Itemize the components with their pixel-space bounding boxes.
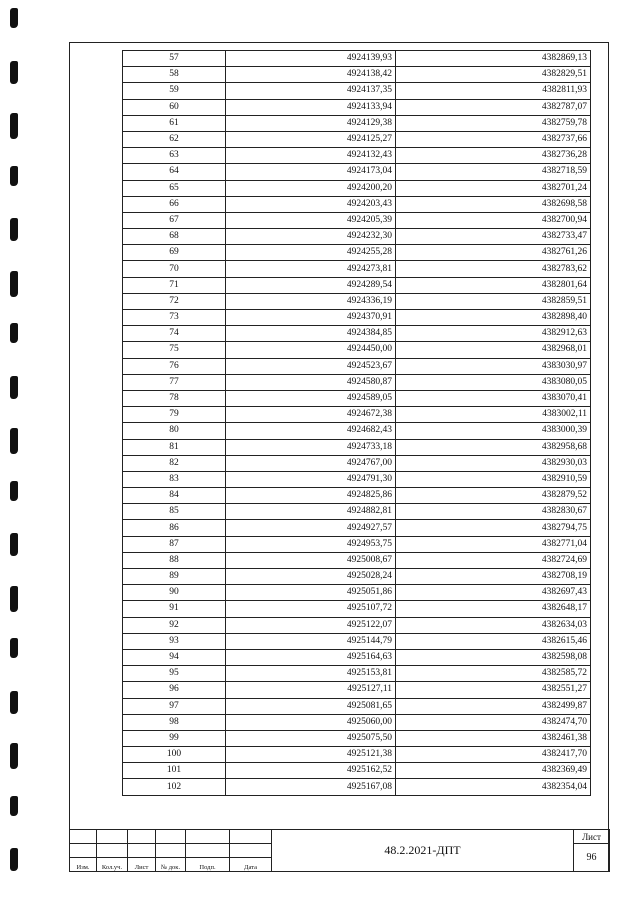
coordinate-y: 4382615,46 <box>396 633 591 649</box>
stamp-cell <box>230 830 272 844</box>
stamp-label-count: Кол.уч. <box>97 858 128 872</box>
table-row <box>123 83 591 99</box>
table-row <box>123 374 591 390</box>
point-number: 99 <box>123 730 226 746</box>
coordinate-y: 4382783,62 <box>396 261 591 277</box>
coordinate-x: 4925162,52 <box>226 763 396 779</box>
stamp-cell <box>70 830 97 844</box>
stamp-label-doc-number: № док. <box>156 858 186 872</box>
binding-marks <box>4 0 24 905</box>
table-row <box>123 245 591 261</box>
coordinate-y: 4382598,08 <box>396 649 591 665</box>
point-number: 58 <box>123 67 226 83</box>
stamp-cell <box>186 830 230 844</box>
coordinate-x: 4925164,63 <box>226 649 396 665</box>
binding-mark <box>10 428 18 454</box>
coordinate-y: 4382761,26 <box>396 245 591 261</box>
point-number: 98 <box>123 714 226 730</box>
stamp-label-sheet: Лист <box>128 858 156 872</box>
coordinate-y: 4382787,07 <box>396 99 591 115</box>
coordinate-x: 4924138,42 <box>226 67 396 83</box>
binding-mark <box>10 61 18 84</box>
point-number: 76 <box>123 358 226 374</box>
binding-mark <box>10 271 18 297</box>
point-number: 100 <box>123 747 226 763</box>
coordinate-x: 4925107,72 <box>226 601 396 617</box>
coordinate-y: 4382830,67 <box>396 504 591 520</box>
coordinate-x: 4924273,81 <box>226 261 396 277</box>
table-row <box>123 633 591 649</box>
coordinate-x: 4924125,27 <box>226 131 396 147</box>
coordinate-y: 4382724,69 <box>396 552 591 568</box>
coordinates-table <box>122 50 591 796</box>
table-row <box>123 326 591 342</box>
table-row <box>123 229 591 245</box>
stamp-cell <box>156 830 186 844</box>
coordinate-x: 4925167,08 <box>226 779 396 795</box>
point-number: 95 <box>123 666 226 682</box>
point-number: 68 <box>123 229 226 245</box>
coordinate-y: 4382648,17 <box>396 601 591 617</box>
table-row <box>123 131 591 147</box>
coordinate-y: 4382697,43 <box>396 585 591 601</box>
point-number: 74 <box>123 326 226 342</box>
point-number: 65 <box>123 180 226 196</box>
coordinate-y: 4382829,51 <box>396 67 591 83</box>
point-number: 64 <box>123 164 226 180</box>
coordinate-y: 4383080,05 <box>396 374 591 390</box>
coordinate-x: 4924384,85 <box>226 326 396 342</box>
sheet-label: Лист <box>574 830 610 844</box>
coordinate-x: 4924953,75 <box>226 536 396 552</box>
binding-mark <box>10 796 18 816</box>
coordinate-y: 4382811,93 <box>396 83 591 99</box>
coordinate-x: 4924580,87 <box>226 374 396 390</box>
coordinate-x: 4924791,30 <box>226 471 396 487</box>
binding-mark <box>10 691 18 714</box>
table-row <box>123 617 591 633</box>
coordinate-y: 4382794,75 <box>396 520 591 536</box>
point-number: 62 <box>123 131 226 147</box>
table-row <box>123 310 591 326</box>
point-number: 96 <box>123 682 226 698</box>
coordinate-x: 4924523,67 <box>226 358 396 374</box>
coordinate-y: 4383070,41 <box>396 390 591 406</box>
coordinate-x: 4924139,93 <box>226 51 396 67</box>
table-row <box>123 212 591 228</box>
coordinate-y: 4382551,27 <box>396 682 591 698</box>
table-row <box>123 358 591 374</box>
point-number: 90 <box>123 585 226 601</box>
coordinate-x: 4925153,81 <box>226 666 396 682</box>
coordinate-x: 4924450,00 <box>226 342 396 358</box>
coordinate-x: 4925051,86 <box>226 585 396 601</box>
coordinate-y: 4382912,63 <box>396 326 591 342</box>
table-row <box>123 277 591 293</box>
coordinate-x: 4924132,43 <box>226 148 396 164</box>
coordinate-x: 4924200,20 <box>226 180 396 196</box>
stamp-cell <box>128 844 156 858</box>
binding-mark <box>10 743 18 769</box>
stamp-cell <box>128 830 156 844</box>
point-number: 81 <box>123 439 226 455</box>
point-number: 73 <box>123 310 226 326</box>
point-number: 87 <box>123 536 226 552</box>
sheet-number: 96 <box>574 844 610 872</box>
table-row <box>123 390 591 406</box>
table-row <box>123 148 591 164</box>
binding-mark <box>10 218 18 241</box>
table-row <box>123 601 591 617</box>
coordinate-y: 4382910,59 <box>396 471 591 487</box>
table-row <box>123 569 591 585</box>
point-number: 61 <box>123 115 226 131</box>
coordinate-y: 4382698,58 <box>396 196 591 212</box>
table-row <box>123 51 591 67</box>
point-number: 85 <box>123 504 226 520</box>
document-code: 48.2.2021-ДПТ <box>272 830 574 872</box>
stamp-label-date: Дата <box>230 858 272 872</box>
coordinate-y: 4382930,03 <box>396 455 591 471</box>
point-number: 92 <box>123 617 226 633</box>
point-number: 91 <box>123 601 226 617</box>
table-row <box>123 649 591 665</box>
coordinate-y: 4382369,49 <box>396 763 591 779</box>
point-number: 101 <box>123 763 226 779</box>
coordinate-x: 4925121,38 <box>226 747 396 763</box>
point-number: 67 <box>123 212 226 228</box>
coordinate-x: 4924370,91 <box>226 310 396 326</box>
title-block <box>69 829 610 872</box>
coordinate-x: 4924927,57 <box>226 520 396 536</box>
coordinate-y: 4382759,78 <box>396 115 591 131</box>
binding-mark <box>10 586 18 612</box>
coordinate-x: 4924173,04 <box>226 164 396 180</box>
point-number: 63 <box>123 148 226 164</box>
coordinate-y: 4383030,97 <box>396 358 591 374</box>
binding-mark <box>10 638 18 658</box>
table-row <box>123 714 591 730</box>
table-row <box>123 99 591 115</box>
table-row <box>123 455 591 471</box>
coordinate-x: 4924589,05 <box>226 390 396 406</box>
coordinate-x: 4924882,81 <box>226 504 396 520</box>
coordinate-y: 4382701,24 <box>396 180 591 196</box>
point-number: 86 <box>123 520 226 536</box>
coordinate-x: 4924203,43 <box>226 196 396 212</box>
binding-mark <box>10 848 18 871</box>
coordinate-y: 4382461,38 <box>396 730 591 746</box>
coordinate-x: 4924767,00 <box>226 455 396 471</box>
coordinate-y: 4383002,11 <box>396 407 591 423</box>
table-row <box>123 779 591 795</box>
coordinate-x: 4924682,43 <box>226 423 396 439</box>
table-row <box>123 439 591 455</box>
table-row <box>123 164 591 180</box>
coordinate-y: 4382700,94 <box>396 212 591 228</box>
coordinate-y: 4382474,70 <box>396 714 591 730</box>
coordinate-y: 4382958,68 <box>396 439 591 455</box>
coordinate-x: 4924205,39 <box>226 212 396 228</box>
stamp-cell <box>70 844 97 858</box>
table-row <box>123 747 591 763</box>
point-number: 57 <box>123 51 226 67</box>
point-number: 102 <box>123 779 226 795</box>
point-number: 84 <box>123 488 226 504</box>
table-row <box>123 763 591 779</box>
coordinate-y: 4382737,66 <box>396 131 591 147</box>
table-row <box>123 504 591 520</box>
binding-mark <box>10 166 18 186</box>
point-number: 79 <box>123 407 226 423</box>
table-row <box>123 585 591 601</box>
table-row <box>123 552 591 568</box>
coordinate-y: 4383000,39 <box>396 423 591 439</box>
binding-mark <box>10 8 18 28</box>
coordinate-x: 4924733,18 <box>226 439 396 455</box>
coordinate-y: 4382585,72 <box>396 666 591 682</box>
table-row <box>123 342 591 358</box>
point-number: 69 <box>123 245 226 261</box>
table-row <box>123 520 591 536</box>
table-row <box>123 115 591 131</box>
point-number: 66 <box>123 196 226 212</box>
table-row <box>123 407 591 423</box>
point-number: 75 <box>123 342 226 358</box>
coordinate-x: 4925060,00 <box>226 714 396 730</box>
table-row <box>123 261 591 277</box>
coordinate-x: 4925008,67 <box>226 552 396 568</box>
coordinate-y: 4382733,47 <box>396 229 591 245</box>
coordinate-y: 4382736,28 <box>396 148 591 164</box>
point-number: 89 <box>123 569 226 585</box>
coordinate-y: 4382859,51 <box>396 293 591 309</box>
table-row <box>123 730 591 746</box>
coordinate-y: 4382898,40 <box>396 310 591 326</box>
coordinate-x: 4925028,24 <box>226 569 396 585</box>
point-number: 70 <box>123 261 226 277</box>
table-row <box>123 666 591 682</box>
coordinate-y: 4382634,03 <box>396 617 591 633</box>
coordinate-y: 4382801,64 <box>396 277 591 293</box>
table-row <box>123 180 591 196</box>
coordinate-x: 4924825,86 <box>226 488 396 504</box>
coordinate-y: 4382499,87 <box>396 698 591 714</box>
stamp-cell <box>156 844 186 858</box>
coordinate-x: 4925122,07 <box>226 617 396 633</box>
table-row <box>123 293 591 309</box>
table-row <box>123 488 591 504</box>
point-number: 94 <box>123 649 226 665</box>
point-number: 60 <box>123 99 226 115</box>
point-number: 80 <box>123 423 226 439</box>
binding-mark <box>10 376 18 399</box>
binding-mark <box>10 113 18 139</box>
coordinate-x: 4924289,54 <box>226 277 396 293</box>
stamp-cell <box>230 844 272 858</box>
stamp-cell <box>186 844 230 858</box>
table-row <box>123 536 591 552</box>
stamp-cell <box>97 830 128 844</box>
point-number: 83 <box>123 471 226 487</box>
coordinate-x: 4924232,30 <box>226 229 396 245</box>
coordinate-x: 4925081,65 <box>226 698 396 714</box>
coordinate-x: 4925127,11 <box>226 682 396 698</box>
point-number: 77 <box>123 374 226 390</box>
point-number: 97 <box>123 698 226 714</box>
table-row <box>123 698 591 714</box>
table-row <box>123 682 591 698</box>
point-number: 93 <box>123 633 226 649</box>
coordinate-y: 4382869,13 <box>396 51 591 67</box>
stamp-cell <box>97 844 128 858</box>
point-number: 82 <box>123 455 226 471</box>
table-row <box>123 196 591 212</box>
stamp-label-change: Изм. <box>70 858 97 872</box>
stamp-label-signature: Подп. <box>186 858 230 872</box>
point-number: 59 <box>123 83 226 99</box>
coordinate-y: 4382879,52 <box>396 488 591 504</box>
coordinate-x: 4924255,28 <box>226 245 396 261</box>
coordinate-x: 4925144,79 <box>226 633 396 649</box>
binding-mark <box>10 533 18 556</box>
point-number: 71 <box>123 277 226 293</box>
coordinate-x: 4924129,38 <box>226 115 396 131</box>
binding-mark <box>10 481 18 501</box>
coordinate-x: 4924133,94 <box>226 99 396 115</box>
coordinate-x: 4925075,50 <box>226 730 396 746</box>
table-row <box>123 423 591 439</box>
point-number: 88 <box>123 552 226 568</box>
coordinate-x: 4924336,19 <box>226 293 396 309</box>
coordinate-y: 4382708,19 <box>396 569 591 585</box>
coordinate-y: 4382771,04 <box>396 536 591 552</box>
coordinate-y: 4382354,04 <box>396 779 591 795</box>
binding-mark <box>10 323 18 343</box>
coordinate-y: 4382718,59 <box>396 164 591 180</box>
point-number: 78 <box>123 390 226 406</box>
point-number: 72 <box>123 293 226 309</box>
table-row <box>123 67 591 83</box>
coordinate-x: 4924672,38 <box>226 407 396 423</box>
table-row <box>123 471 591 487</box>
coordinate-y: 4382417,70 <box>396 747 591 763</box>
coordinate-x: 4924137,35 <box>226 83 396 99</box>
coordinate-y: 4382968,01 <box>396 342 591 358</box>
